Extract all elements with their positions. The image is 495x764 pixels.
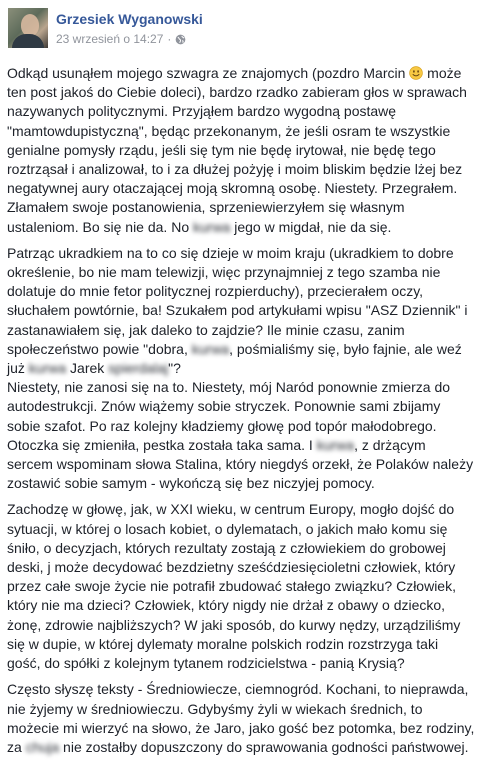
paragraph-1: Odkąd usunąłem mojego szwagra ze znajomych (pozdro Marcin może ten post jakoś do Ciebie doleci), bardzo rzadko zabieram głos w sprawach nazywanych politycznymi. Przyjąłem bardzo wygodną postawę "mamtowdupistyczną", będąc przekonanym, że jeśli osram te wszystkie genialne pomysły rządu, jeśli się tym nie będę irytował, nie będę tego roztrząsał i analizował, to i za dłużej pożyję i moim bliskim będzie lżej bez negatywnej aury otaczającej moją skromną osobę. Niestety. Przegrałem. Złamałem swoje postanowienia, sprzeniewierzyłem się własnym ustaleniom. Bo się nie da. No kurwa jego w migdał, nie da się. [7, 65, 467, 235]
globe-icon[interactable] [175, 34, 186, 45]
paragraph-2: Patrząc ukradkiem na to co się dzieje w moim kraju (ukradkiem to dobre określenie, bo nie mam telewizji, więc przynajmniej z tego szamba nie dolatuje do mnie fetor politycznej rozpierduchy), przecierałem oczy, słuchałem powtórnie, ba! Szukałem pod artykułami wpisu "ASZ Dziennik" i zastanawiałem się, jak daleko to zajdzie? Ile minie czasu, zanim społeczeństwo powie "dobra, kurwa, pośmialiśmy się, było fajnie, ale weź już kurwa Jarek spierdalaj"? Niestety, nie zanosi się na to. Niestety, mój Naród ponownie zmierza do autodestrukcji. Znów wiążemy sobie stryczek. Ponownie sami zbijamy sobie szafot. Po raz kolejny kładziemy głowę pod topór małodobrego. Otoczka się zmieniła, pestka została taka sama. I kurwa, z drżącym sercem wspominam słowa Stalina, który niegdyś orzekł, że Polaków należy zostawić sobie samym - wykończą się bez niczyjej pomocy. [7, 244, 474, 492]
censored-word: kurwa [193, 218, 231, 235]
author-name[interactable]: Grzesiek Wyganowski [56, 11, 203, 27]
censored-word: kurwa [28, 360, 67, 377]
post-body [7, 64, 485, 764]
paragraph-3: Zachodzę w głowę, jak, w XXI wieku, w centrum Europy, mogło dojść do sytuacji, w której o losach kobiet, o dylematach, o jakich mało komu się śniło, o decyzjach, których rezultaty zostają z człowiekiem do grobowej deski, j może decydować bezdzietny sześćdziesięcioletni człowiek, który przez całe swoje życie nie potrafił zbudować stałego związku? Człowiek, który nie ma dzieci? Człowiek, który nigdy nie drżał z obawy o dziecko, żonę, zdrowie najbliższych? W jaki sposób, do kurwy nędzy, urządziliśmy się w dupie, w której dylematy moralne polskich rodzin rozstrzyga taki gość, do spółki z kolejnym tytanem rodzicielstwa - panią Krysią? [7, 501, 461, 672]
censored-word: kurwa [316, 436, 355, 453]
censored-word: chuja [25, 738, 60, 755]
avatar[interactable] [8, 8, 48, 48]
avatar-face [21, 14, 39, 36]
post-date[interactable]: 23 wrzesień o 14:27 [56, 32, 164, 46]
paragraph-4: Często słyszę teksty - Średniowiecze, ciemnogród. Kochani, to nieprawda, nie żyjemy w średniowieczu. Gdybyśmy żyli w wiekach średnich, to możecie mi wierzyć na słowo, że Jaro, jako gość bez potomka, bez rodziny, za chuja nie zostałby dopuszczony do sprawowania godności państwowej. [7, 681, 475, 755]
separator-dot: · [167, 32, 172, 46]
post-meta [56, 32, 186, 46]
smile-emoji-icon [409, 66, 423, 80]
censored-word: spierdalaj [108, 360, 169, 377]
post-header [0, 0, 495, 60]
avatar-shoulders [12, 34, 44, 48]
censored-word: kurwa [191, 340, 230, 357]
